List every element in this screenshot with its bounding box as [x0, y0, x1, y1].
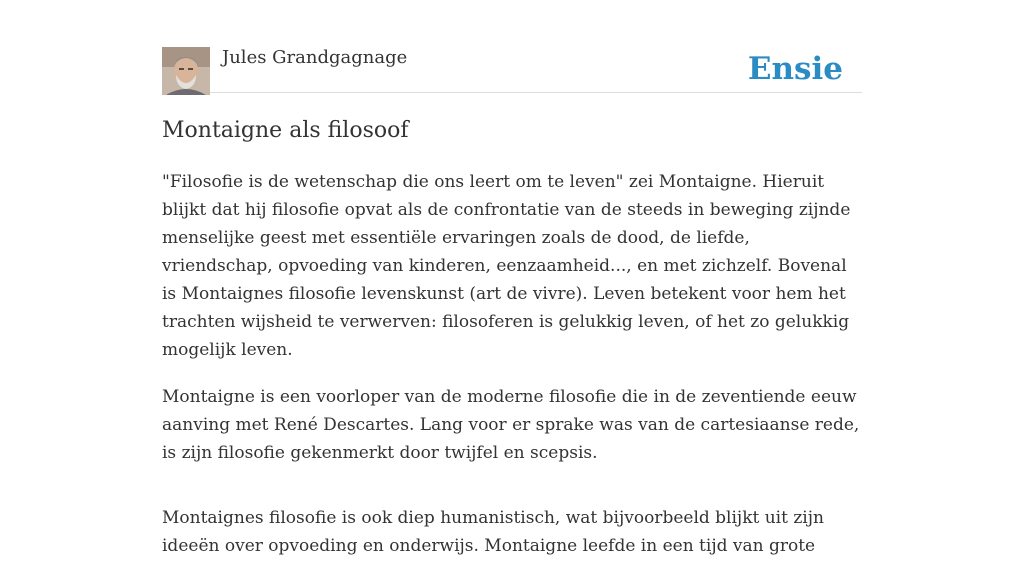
article-title: Montaigne als filosoof: [162, 118, 409, 143]
article-paragraph: "Filosofie is de wetenschap die ons leert om te leven" zei Montaigne. Hieruit blijkt dat hij filosofie opvat als de confrontatie van de steeds in beweging zijnde menselijke geest met essentiële ervaringen zoals de dood, de liefde, vriendschap, opvoeding van kinderen, eenzaamheid..., en met zichzelf. Bovenal is Montaignes filosofie levenskunst (art de vivre). Leven betekent voor hem het trachten wijsheid te verwerven: filosoferen is gelukkig leven, of het zo gelukkig mogelijk leven.: [162, 172, 851, 360]
author-portrait-icon: [162, 47, 210, 95]
ensie-logo[interactable]: Ensie: [747, 51, 843, 87]
article-paragraph: Montaigne is een voorloper van de moderne filosofie die in de zeventiende eeuw aanving met René Descartes. Lang voor er sprake was van de cartesiaanse rede, is zijn filosofie gekenmerkt door twijfel en scepsis.: [162, 387, 860, 463]
article-body: [162, 168, 862, 579]
author-avatar[interactable]: [162, 47, 210, 95]
header: [162, 0, 862, 93]
article-paragraph: Montaignes filosofie is ook diep humanistisch, wat bijvoorbeeld blijkt uit zijn ideeën over opvoeding en onderwijs. Montaigne leefde in een tijd van grote: [162, 508, 824, 556]
author-name[interactable]: Jules Grandgagnage: [222, 47, 408, 68]
